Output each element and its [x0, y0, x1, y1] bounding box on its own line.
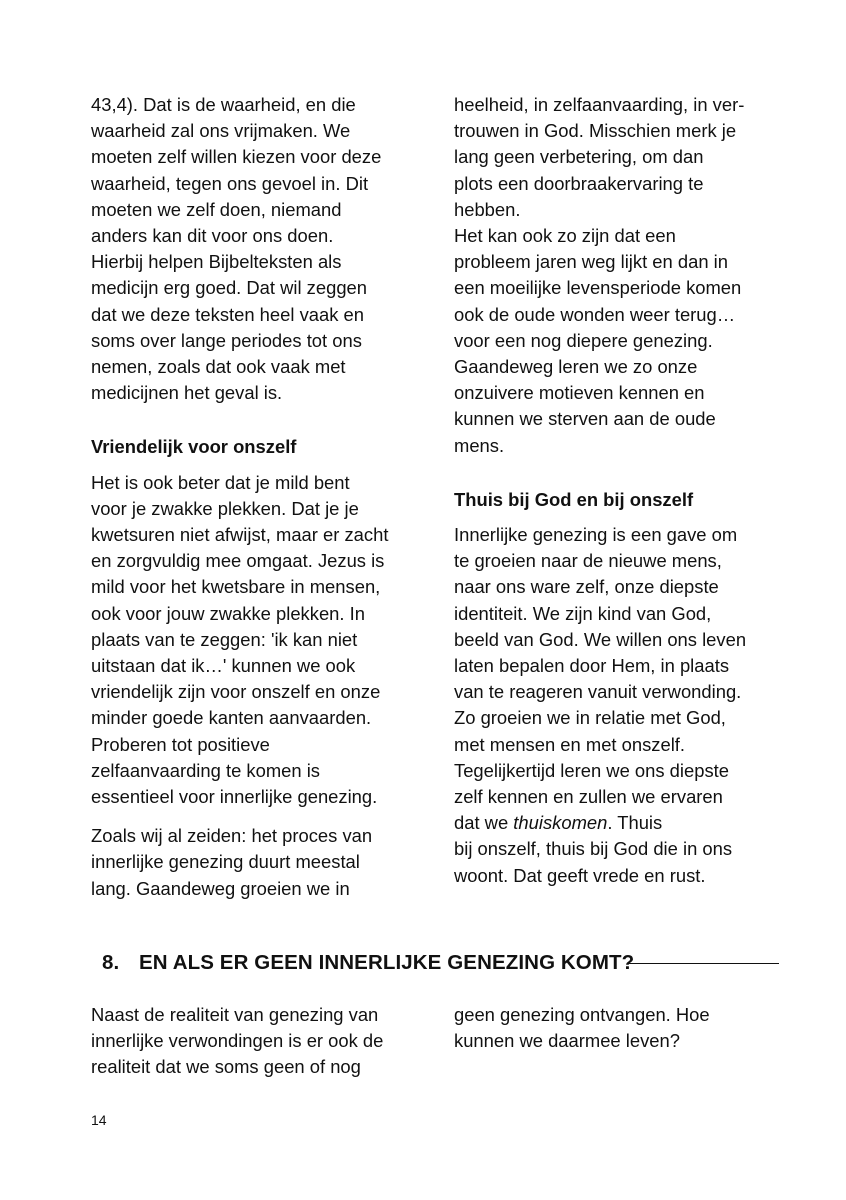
- text-line: anders kan dit voor ons doen.: [91, 225, 334, 247]
- text-line: ook voor jouw zwakke plekken. In: [91, 602, 365, 624]
- paragraph: [91, 823, 416, 902]
- text-fragment: . Thuis: [607, 812, 663, 834]
- text-line: mild voor het kwetsbare in mensen,: [91, 576, 381, 598]
- heading-rule: [627, 963, 779, 964]
- text-line: medicijnen het geval is.: [91, 382, 283, 404]
- text-line: kwetsuren niet afwijst, maar er zacht: [91, 524, 389, 546]
- text-line: vriendelijk zijn voor onszelf en onze: [91, 681, 381, 703]
- text-line: voor een nog diepere genezing.: [454, 329, 713, 351]
- text-line: realiteit dat we soms geen of nog: [91, 1056, 361, 1078]
- text-line: ook de oude wonden weer terug…: [454, 303, 736, 325]
- text-line: moeten we zelf doen, niemand: [91, 198, 342, 220]
- paragraph: [454, 1002, 779, 1054]
- text-line: trouwen in God. Misschien merk je: [454, 120, 737, 142]
- text-line: geen genezing ontvangen. Hoe: [454, 1004, 710, 1025]
- text-line: mens.: [454, 434, 505, 456]
- text-line: heelheid, in zelfaanvaarding, in ver-: [454, 94, 745, 115]
- subheading-thuis: Thuis bij God en bij onszelf: [454, 488, 694, 510]
- text-line: waarheid zal ons vrijmaken. We: [91, 120, 351, 142]
- text-line: voor je zwakke plekken. Dat je je: [91, 497, 359, 519]
- text-line: lang. Gaandeweg groeien we in: [91, 877, 350, 899]
- text-line: laten bepalen door Hem, in plaats: [454, 655, 730, 677]
- paragraph: [91, 470, 416, 811]
- text-line: moeten zelf willen kiezen voor deze: [91, 146, 382, 168]
- text-line: innerlijke genezing duurt meestal: [91, 851, 360, 873]
- text-line: woont. Dat geeft vrede en rust.: [454, 864, 706, 886]
- text-line: dat we deze teksten heel vaak en: [91, 303, 364, 325]
- left-column: [91, 92, 416, 902]
- text-line: soms over lange periodes tot ons: [91, 329, 362, 351]
- page-number: 14: [91, 1112, 107, 1128]
- text-line: medicijn erg goed. Dat wil zeggen: [91, 277, 368, 299]
- text-line: met mensen en met onszelf.: [454, 733, 686, 755]
- text-line: essentieel voor innerlijke genezing.: [91, 786, 378, 808]
- text-line: Zoals wij al zeiden: het proces van: [91, 825, 373, 847]
- text-line: zelf kennen en zullen we ervaren: [454, 786, 723, 808]
- section-number: 8.: [102, 951, 120, 974]
- text-line: een moeilijke levensperiode komen: [454, 277, 742, 299]
- text-line: identiteit. We zijn kind van God,: [454, 602, 712, 624]
- text-line: kunnen we daarmee leven?: [454, 1030, 680, 1052]
- text-line: Het is ook beter dat je mild bent: [91, 471, 350, 493]
- text-line: innerlijke verwondingen is er ook de: [91, 1030, 384, 1052]
- paragraph: [454, 92, 779, 223]
- bottom-right-column: [454, 1002, 779, 1054]
- text-line: Zo groeien we in relatie met God,: [454, 707, 726, 729]
- text-fragment: dat we: [454, 812, 514, 834]
- text-line: bij onszelf, thuis bij God die in ons: [454, 838, 733, 860]
- paragraph: [454, 223, 779, 459]
- section-title: EN ALS ER GEEN INNERLIJKE GENEZING KOMT?: [139, 951, 635, 974]
- bottom-left-column: [91, 1002, 416, 1081]
- text-line: plaats van te zeggen: 'ik kan niet: [91, 628, 358, 650]
- paragraph: [454, 522, 779, 889]
- right-column: [454, 92, 779, 889]
- text-line: [454, 812, 662, 833]
- text-line: waarheid, tegen ons gevoel in. Dit: [91, 172, 369, 194]
- text-line: onzuivere motieven kennen en: [454, 382, 705, 404]
- text-line: probleem jaren weg lijkt en dan in: [454, 251, 728, 273]
- text-line: Innerlijke genezing is een gave om: [454, 524, 738, 546]
- text-line: Naast de realiteit van genezing van: [91, 1004, 379, 1025]
- paragraph: [91, 92, 416, 406]
- text-line: Tegelijkertijd leren we ons diepste: [454, 759, 729, 781]
- text-line: Gaandeweg leren we zo onze: [454, 356, 698, 378]
- text-line: minder goede kanten aanvaarden.: [91, 707, 372, 729]
- text-line: hebben.: [454, 198, 521, 220]
- text-line: Hierbij helpen Bijbelteksten als: [91, 251, 342, 273]
- section-heading: [102, 949, 634, 977]
- text-line: beeld van God. We willen ons leven: [454, 628, 747, 650]
- text-line: 43,4). Dat is de waarheid, en die: [91, 94, 356, 115]
- text-line: kunnen we sterven aan de oude: [454, 408, 716, 430]
- text-line: van te reageren vanuit verwonding.: [454, 681, 742, 703]
- text-line: te groeien naar de nieuwe mens,: [454, 550, 722, 572]
- text-line: nemen, zoals dat ook vaak met: [91, 356, 346, 378]
- paragraph: [91, 1002, 416, 1081]
- text-line: zelfaanvaarding te komen is: [91, 759, 320, 781]
- text-line: uitstaan dat ik…' kunnen we ook: [91, 655, 356, 677]
- text-line: Het kan ook zo zijn dat een: [454, 225, 676, 247]
- text-line: plots een doorbraakervaring te: [454, 172, 704, 194]
- text-line: en zorgvuldig mee omgaat. Jezus is: [91, 550, 385, 572]
- text-line: naar ons ware zelf, onze diepste: [454, 576, 719, 598]
- italic-word: thuiskomen: [513, 812, 608, 834]
- subheading-vriendelijk: Vriendelijk voor onszelf: [91, 436, 297, 458]
- text-line: Proberen tot positieve: [91, 733, 270, 755]
- text-line: lang geen verbetering, om dan: [454, 146, 704, 168]
